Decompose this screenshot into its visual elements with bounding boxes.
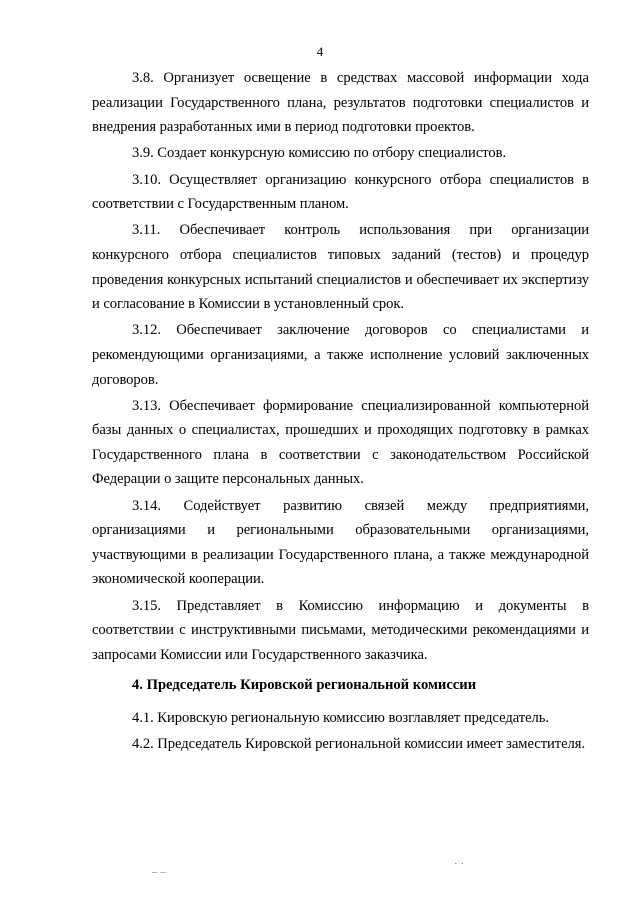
document-body (92, 66, 589, 758)
paragraph-3-11: 3.11. Обеспечивает контроль использования при организации конкурсного отбора специалистов типовых заданий (тестов) и процедур проведения конкурсных испытаний специалистов и обеспечивает их экспертизу и согласование в Комиссии в установленный срок. (92, 222, 589, 313)
scan-artifact-mark: – – (152, 866, 166, 878)
page-number: 4 (316, 44, 324, 59)
paragraph-4-1: 4.1. Кировскую региональную комиссию возглавляет председатель. (132, 710, 549, 726)
section-heading: 4. Председатель Кировской региональной комиссии (132, 677, 477, 694)
paragraph-3-9: 3.9. Создает конкурсную комиссию по отбору специалистов. (132, 145, 507, 162)
paragraph-3-12: 3.12. Обеспечивает заключение договоров со специалистами и рекомендующими организациями, а также исполнение условий заключенных договоров. (92, 322, 589, 388)
paragraph-3-8: 3.8. Организует освещение в средствах массовой информации хода реализации Государственного плана, результатов подготовки специалистов и внедрения разработанных ими в период подготовки проектов. (92, 70, 589, 136)
paragraph-4-2: 4.2. Председатель Кировской региональной комиссии имеет заместителя. (132, 736, 586, 753)
paragraph-3-10: 3.10. Осуществляет организацию конкурсного отбора специалистов в соответствии с Государственным планом. (92, 171, 589, 213)
paragraph-3-14: 3.14. Содействует развитию связей между предприятиями, организациями и региональными образовательными организациями, участвующими в реализации Государственного плана, а также международной экономической кооперации. (92, 497, 589, 588)
paragraph-3-15: 3.15. Представляет в Комиссию информацию и документы в соответствии с инструктивными письмами, методическими рекомендациями и запросами Комиссии или Государственного заказчика. (92, 597, 589, 663)
scan-artifact-mark: · · (454, 858, 465, 870)
paragraph-3-13: 3.13. Обеспечивает формирование специализированной компьютерной базы данных о специалистах, прошедших и проходящих подготовку в рамках Государственного плана в соответствии с законодательством Российской Федерации о защите персональных данных. (92, 397, 589, 488)
